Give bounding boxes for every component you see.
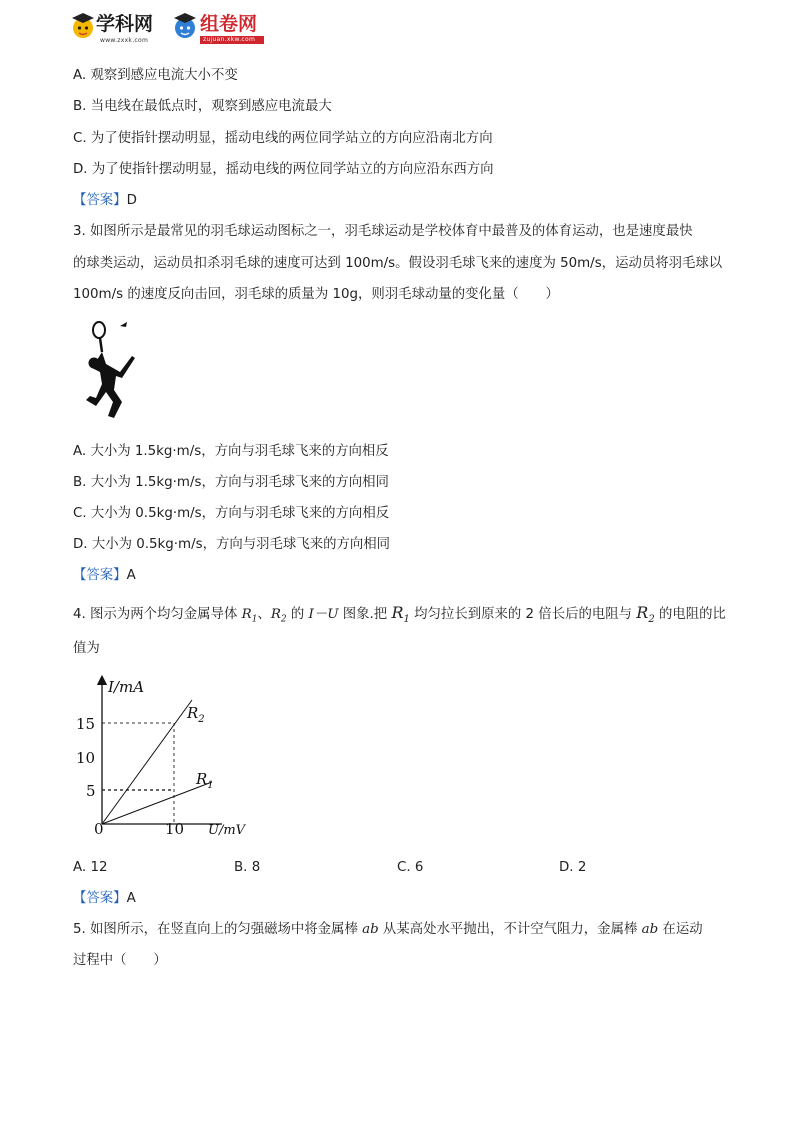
q4-text-part: 均匀拉长到原来的 2 倍长后的电阻与	[409, 607, 637, 622]
x-tick-label: 0	[94, 820, 104, 838]
zujuan-mascot-icon	[172, 10, 198, 44]
r1-line-label: $R_1$	[196, 770, 214, 791]
q4-answer	[73, 890, 136, 908]
answer-value: A	[126, 568, 136, 583]
q3-option-d: D. 大小为 0.5kg·m/s，方向与羽毛球飞来的方向相同	[73, 537, 391, 552]
q3-text-line-1: 3. 如图所示是最常见的羽毛球运动图标之一，羽毛球运动是学校体育中最普及的体育运动，也是速度最快	[73, 224, 693, 239]
header-logos	[68, 8, 278, 48]
ab-symbol: ab	[362, 922, 379, 937]
q2-option-c: C. 为了使指针摆动明显，摇动电线的两位同学站立的方向应沿南北方向	[73, 131, 493, 146]
answer-value: A	[126, 891, 136, 906]
q3-option-b: B. 大小为 1.5kg·m/s，方向与羽毛球飞来的方向相同	[73, 475, 389, 490]
r1-symbol: $R_1$	[241, 607, 258, 625]
q3-option-c: C. 大小为 0.5kg·m/s，方向与羽毛球飞来的方向相反	[73, 506, 390, 521]
q2-answer	[73, 192, 137, 210]
answer-tag: 【答案】	[73, 891, 127, 906]
xueke-mascot-icon	[70, 10, 96, 44]
y-axis-label: I/mA	[108, 678, 145, 696]
q2-option-a: A. 观察到感应电流大小不变	[73, 68, 238, 83]
series-line-r1	[102, 782, 212, 824]
iu-symbol: I－U	[308, 607, 339, 622]
y-tick-label: 5	[86, 782, 96, 800]
iu-graph	[72, 672, 262, 840]
badminton-player-icon	[80, 318, 142, 422]
q4-sep: 、	[257, 607, 271, 622]
q5-text-part: 从某高处水平抛出，不计空气阻力，金属棒	[378, 922, 642, 937]
r2-symbol: $R_2$	[270, 607, 287, 625]
ab-symbol: ab	[641, 922, 659, 937]
q4-text-part: 图象.把	[338, 607, 392, 622]
logo2-text: 组卷网	[200, 13, 258, 35]
logo2-url-band	[200, 36, 264, 44]
answer-tag: 【答案】	[73, 193, 127, 208]
q5-text-line-2: 过程中（ ）	[73, 953, 167, 968]
y-tick-label: 15	[76, 715, 96, 733]
y-tick-label: 10	[76, 749, 96, 767]
q5-text-line-1	[73, 921, 703, 939]
q2-option-d: D. 为了使指针摆动明显，摇动电线的两位同学站立的方向应沿东西方向	[73, 162, 494, 177]
r1-symbol: $R_1$	[391, 603, 410, 626]
q4-text-part: 的	[286, 607, 309, 622]
q4-option-d: D. 2	[559, 860, 587, 875]
q4-text-part: 的电阻的比	[654, 607, 726, 622]
logo1-url: www.zxxk.com	[100, 37, 149, 44]
x-tick-label: 10	[165, 820, 185, 838]
q5-text-part: 5. 如图所示，在竖直向上的匀强磁场中将金属棒	[73, 922, 363, 937]
q4-text-part: 4. 图示为两个均匀金属导体	[73, 607, 242, 622]
q2-option-b: B. 当电线在最低点时，观察到感应电流最大	[73, 99, 332, 114]
r2-line-label: $R_2$	[187, 704, 205, 725]
x-axis-label: U/mV	[208, 823, 246, 838]
q3-answer	[73, 567, 136, 585]
q3-text-line-2: 的球类运动，运动员扣杀羽毛球的速度可达到 100m/s。假设羽毛球飞来的速度为 50m/s，运动员将羽毛球以	[73, 256, 723, 271]
r2-symbol: $R_2$	[636, 603, 655, 626]
q5-text-part: 在运动	[658, 922, 703, 937]
answer-tag: 【答案】	[73, 568, 127, 583]
answer-value: D	[126, 193, 137, 208]
q4-text-line-1	[73, 604, 726, 629]
q4-option-c: C. 6	[397, 860, 424, 875]
logo1-text: 学科网	[96, 13, 154, 35]
q3-option-a: A. 大小为 1.5kg·m/s，方向与羽毛球飞来的方向相反	[73, 444, 389, 459]
q4-option-b: B. 8	[234, 860, 261, 875]
series-line-r2	[102, 700, 192, 824]
logo2-url: zujuan.xkw.com	[203, 36, 256, 43]
q3-text-line-3: 100m/s 的速度反向击回，羽毛球的质量为 10g，则羽毛球动量的变化量（ ）	[73, 287, 559, 302]
q4-text-line-2: 值为	[73, 641, 100, 656]
q4-option-a: A. 12	[73, 860, 108, 875]
